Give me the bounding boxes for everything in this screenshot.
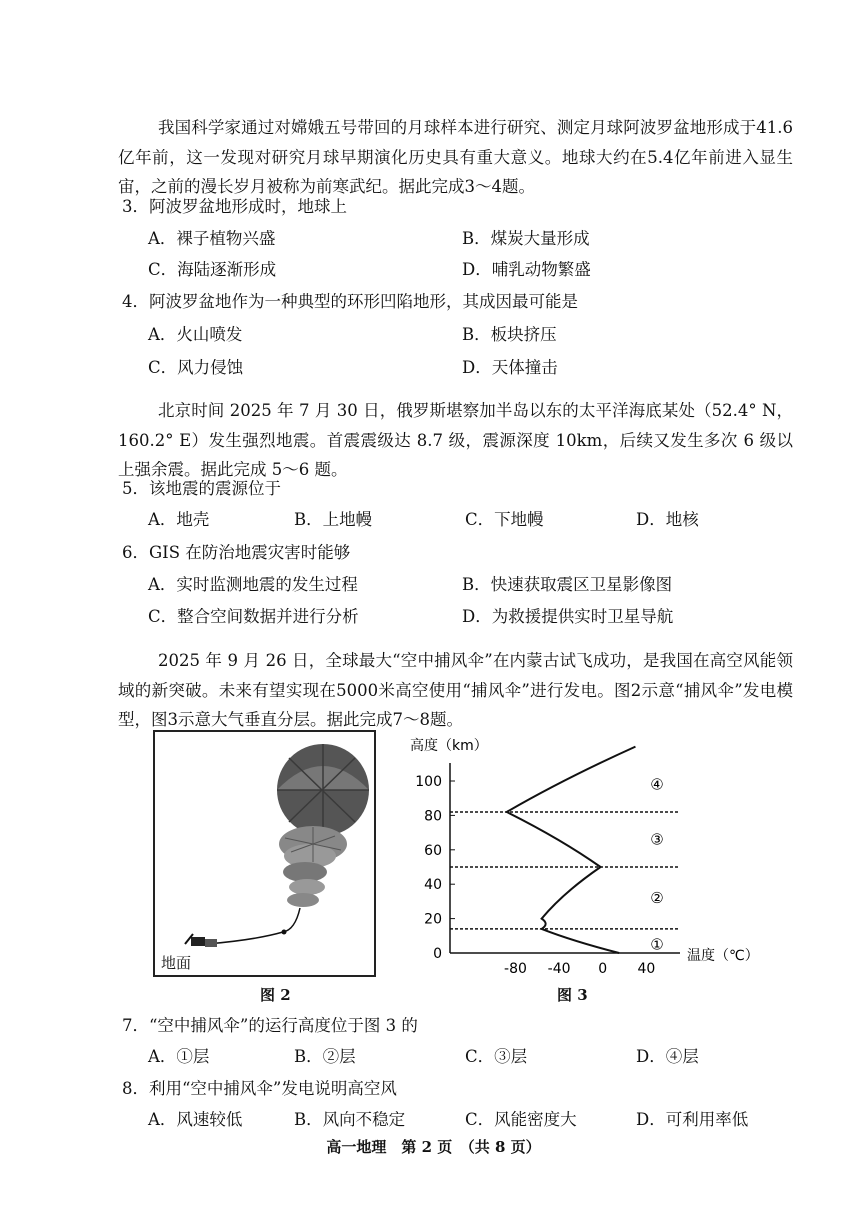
q3-option-d: D．哺乳动物繁盛 [462, 260, 591, 279]
question-8: 8．利用“空中捕风伞”发电说明高空风 [122, 1079, 397, 1098]
generator-box [205, 939, 217, 947]
figure-2-frame [153, 730, 376, 977]
y-tick-label-80: 80 [424, 808, 442, 825]
q4-option-b: B．板块挤压 [462, 325, 557, 344]
q8-option-c: C．风能密度大 [465, 1110, 577, 1129]
layer-label-1: ① [650, 935, 664, 954]
ground-label: 地面 [161, 954, 192, 972]
question-3: 3．阿波罗盆地形成时，地球上 [122, 197, 347, 216]
q6-option-d: D．为救援提供实时卫星导航 [462, 607, 674, 626]
q3-option-c: C．海陆逐渐形成 [148, 260, 277, 279]
q4-option-a: A．火山喷发 [148, 325, 243, 344]
temperature-curve [507, 747, 636, 953]
passage-7-8: 2025 年 9 月 26 日，全球最大“空中捕风伞”在内蒙古试飞成功，是我国在高空风能领域的新突破。未来有望实现在5000米高空使用“捕风伞”进行发电。图2示意“捕风伞”发电模型，图3示意大气垂直分层。据此完成7～8题。 [118, 651, 793, 729]
q5-option-d: D．地核 [636, 510, 699, 529]
q6-option-a: A．实时监测地震的发生过程 [148, 575, 358, 594]
q7-option-c: C．③层 [465, 1047, 528, 1066]
layer-label-4: ④ [650, 775, 664, 794]
question-6: 6．GIS 在防治地震灾害时能够 [122, 543, 351, 562]
page-footer: 高一地理 第 2 页 （共 8 页） [326, 1138, 541, 1156]
q3-option-b: B．煤炭大量形成 [462, 229, 590, 248]
figure-3-chart [400, 728, 800, 1028]
y-tick-label-40: 40 [424, 877, 442, 894]
tether-line [207, 908, 300, 944]
tether-node [282, 930, 287, 935]
question-7: 7．“空中捕风伞”的运行高度位于图 3 的 [122, 1016, 418, 1035]
q8-option-b: B．风向不稳定 [294, 1110, 406, 1129]
q7-option-b: B．②层 [294, 1047, 356, 1066]
figure-2-caption: 图 2 [260, 986, 291, 1004]
wind-catcher-illustration [155, 732, 374, 975]
q8-option-a: A．风速较低 [148, 1110, 243, 1129]
q7-option-d: D．④层 [636, 1047, 699, 1066]
q6-option-c: C．整合空间数据并进行分析 [148, 607, 359, 626]
q4-option-d: D．天体撞击 [462, 358, 558, 377]
passage-3-4: 我国科学家通过对嫦娥五号带回的月球样本进行研究、测定月球阿波罗盆地形成于41.6亿年前，这一发现对研究月球早期演化历史具有重大意义。地球大约在5.4亿年前进入显生宙，之前的漫长岁月被称为前寒武纪。据此完成3～4题。 [118, 118, 793, 196]
y-axis-label: 高度（km） [410, 738, 488, 754]
canopy-4 [283, 862, 327, 882]
canopy-6 [287, 893, 319, 907]
q4-option-c: C．风力侵蚀 [148, 358, 244, 377]
question-4: 4．阿波罗盆地作为一种典型的环形凹陷地形，其成因最可能是 [122, 292, 578, 311]
y-tick-label-20: 20 [424, 911, 442, 928]
q5-option-c: C．下地幔 [465, 510, 544, 529]
figure-3-caption: 图 3 [557, 986, 588, 1004]
layer-label-2: ② [650, 888, 664, 907]
q5-option-a: A．地壳 [148, 510, 210, 529]
x-tick-label-0: 0 [598, 961, 608, 977]
q3-option-a: A．裸子植物兴盛 [148, 229, 276, 248]
x-tick-label--80: -80 [504, 961, 527, 977]
q8-option-d: D．可利用率低 [636, 1110, 749, 1129]
y-tick-label-100: 100 [415, 774, 442, 790]
passage-5-6: 北京时间 2025 年 7 月 30 日，俄罗斯堪察加半岛以东的太平洋海底某处（52.4° N，160.2° E）发生强烈地震。首震震级达 8.7 级，震源深度 10km，后续又发生多次 6 级以上强余震。据此完成 5～6 题。 [118, 401, 793, 479]
canopy-5 [289, 879, 325, 895]
question-5: 5．该地震的震源位于 [122, 479, 281, 498]
x-tick-label-40: 40 [637, 961, 656, 977]
x-tick-label--40: -40 [547, 961, 571, 977]
x-axis-label: 温度（℃） [687, 948, 759, 964]
q7-option-a: A．①层 [148, 1047, 210, 1066]
generator-icon [191, 937, 205, 946]
q6-option-b: B．快速获取震区卫星影像图 [462, 575, 673, 594]
layer-label-3: ③ [650, 830, 664, 849]
q5-option-b: B．上地幔 [294, 510, 373, 529]
y-tick-label-0: 0 [433, 946, 442, 962]
y-tick-label-60: 60 [424, 842, 442, 859]
